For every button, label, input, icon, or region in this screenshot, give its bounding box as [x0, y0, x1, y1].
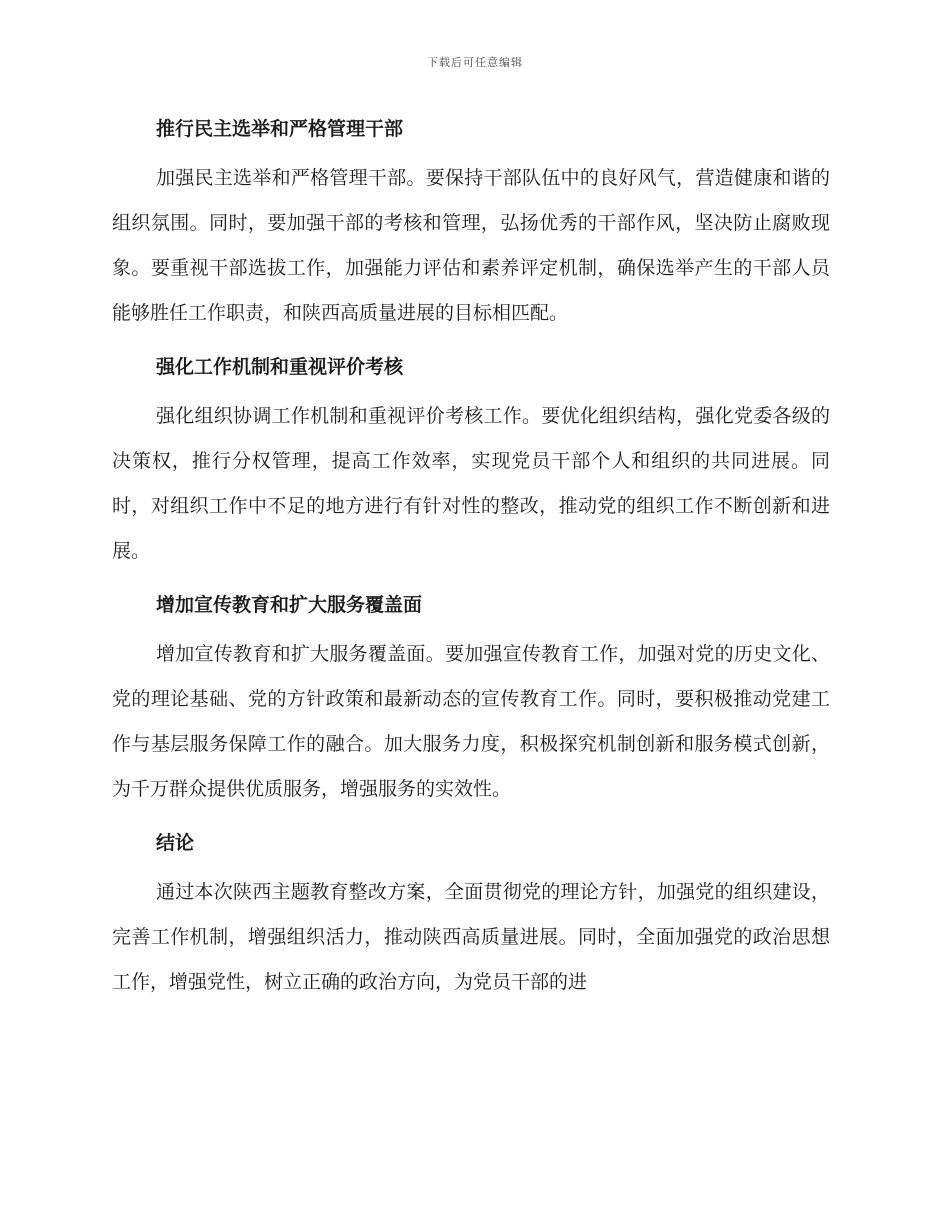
section-paragraph: 加强民主选举和严格管理干部。要保持干部队伍中的良好风气，营造健康和谐的组织氛围。同时，要加强干部的考核和管理，弘扬优秀的干部作风，坚决防止腐败现象。要重视干部选拔工作，加强能力评估和素养评定机制，确保选举产生的干部人员能够胜任工作职责，和陕西高质量进展的目标相匹配。: [112, 167, 830, 324]
section-paragraph: 增加宣传教育和扩大服务覆盖面。要加强宣传教育工作，加强对党的历史文化、党的理论基础、党的方针政策和最新动态的宣传教育工作。同时，要积极推动党建工作与基层服务保障工作的融合。加大服务力度，积极探究机制创新和服务模式创新，为千万群众提供优质服务，增强服务的实效性。: [112, 643, 830, 800]
section-heading: 推行民主选举和严格管理干部: [156, 118, 404, 140]
section-heading: 结论: [156, 832, 195, 854]
page-header-note: 下载后可任意编辑: [427, 56, 523, 69]
section-heading: 强化工作机制和重视评价考核: [156, 356, 404, 378]
section-paragraph: 通过本次陕西主题教育整改方案，全面贯彻党的理论方针，加强党的组织建设，完善工作机制，增强组织活力，推动陕西高质量进展。同时，全面加强党的政治思想工作，增强党性，树立正确的政治方向，为党员干部的进: [112, 881, 830, 993]
document-body: [112, 112, 830, 1005]
section-paragraph: 强化组织协调工作机制和重视评价考核工作。要优化组织结构，强化党委各级的决策权，推行分权管理，提高工作效率，实现党员干部个人和组织的共同进展。同时，对组织工作中不足的地方进行有针对性的整改，推动党的组织工作不断创新和进展。: [112, 405, 830, 562]
section-heading: 增加宣传教育和扩大服务覆盖面: [156, 594, 423, 616]
